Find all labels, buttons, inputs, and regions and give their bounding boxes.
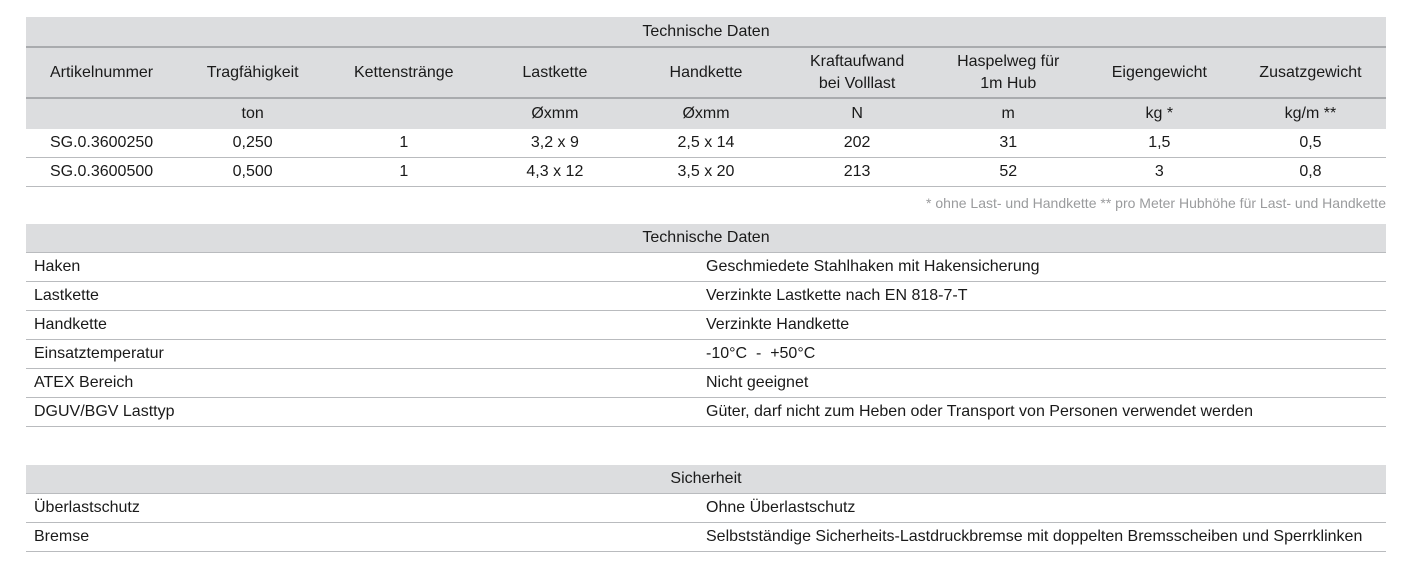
cell-artikelnummer: SG.0.3600500 xyxy=(26,158,177,187)
col-header-kettenstraenge: Kettenstränge xyxy=(328,47,479,98)
table-row xyxy=(26,494,1386,523)
table-row xyxy=(26,311,1386,340)
detail-value: -10°C - +50°C xyxy=(706,340,1386,369)
cell-zusatzgewicht: 0,5 xyxy=(1235,129,1386,158)
spec-table-title: Technische Daten xyxy=(26,17,1386,47)
col-header-zusatzgewicht: Zusatzgewicht xyxy=(1235,47,1386,98)
cell-handkette: 2,5 x 14 xyxy=(630,129,781,158)
cell-handkette: 3,5 x 20 xyxy=(630,158,781,187)
detail-value: Geschmiedete Stahlhaken mit Hakensicherung xyxy=(706,253,1386,282)
table-row xyxy=(26,282,1386,311)
details-table xyxy=(26,224,1386,427)
safety-key: Überlastschutz xyxy=(26,494,706,523)
spec-table xyxy=(26,17,1386,187)
cell-kettenstraenge: 1 xyxy=(328,158,479,187)
detail-key: Einsatztemperatur xyxy=(26,340,706,369)
detail-key: DGUV/BGV Lasttyp xyxy=(26,398,706,427)
table-row xyxy=(26,398,1386,427)
safety-table-title: Sicherheit xyxy=(26,465,1386,494)
footnote: * ohne Last- und Handkette ** pro Meter Hubhöhe für Last- und Handkette xyxy=(926,195,1386,211)
col-header-eigengewicht: Eigengewicht xyxy=(1084,47,1235,98)
table-row xyxy=(26,340,1386,369)
unit-cell: ton xyxy=(177,98,328,129)
table-row xyxy=(26,129,1386,158)
safety-table xyxy=(26,465,1386,552)
unit-cell: kg/m ** xyxy=(1235,98,1386,129)
table-row xyxy=(26,158,1386,187)
cell-artikelnummer: SG.0.3600250 xyxy=(26,129,177,158)
details-table-title: Technische Daten xyxy=(26,224,1386,253)
detail-key: ATEX Bereich xyxy=(26,369,706,398)
table-row xyxy=(26,253,1386,282)
col-header-kraftaufwand: Kraftaufwand bei Volllast xyxy=(782,47,933,98)
safety-value: Ohne Überlastschutz xyxy=(706,494,1386,523)
cell-lastkette: 3,2 x 9 xyxy=(479,129,630,158)
unit-cell: Øxmm xyxy=(630,98,781,129)
cell-eigengewicht: 1,5 xyxy=(1084,129,1235,158)
cell-tragfaehigkeit: 0,250 xyxy=(177,129,328,158)
detail-value: Güter, darf nicht zum Heben oder Transport von Personen verwendet werden xyxy=(706,398,1386,427)
unit-row xyxy=(26,98,1386,129)
unit-cell: kg * xyxy=(1084,98,1235,129)
col-header-artikelnummer: Artikelnummer xyxy=(26,47,177,98)
cell-tragfaehigkeit: 0,500 xyxy=(177,158,328,187)
detail-value: Verzinkte Lastkette nach EN 818-7-T xyxy=(706,282,1386,311)
cell-kraftaufwand: 202 xyxy=(782,129,933,158)
col-header-lastkette: Lastkette xyxy=(479,47,630,98)
cell-zusatzgewicht: 0,8 xyxy=(1235,158,1386,187)
column-header-row xyxy=(26,47,1386,98)
col-header-tragfaehigkeit: Tragfähigkeit xyxy=(177,47,328,98)
cell-eigengewicht: 3 xyxy=(1084,158,1235,187)
detail-value: Nicht geeignet xyxy=(706,369,1386,398)
safety-key: Bremse xyxy=(26,523,706,552)
cell-kraftaufwand: 213 xyxy=(782,158,933,187)
cell-lastkette: 4,3 x 12 xyxy=(479,158,630,187)
detail-key: Handkette xyxy=(26,311,706,340)
unit-cell: m xyxy=(933,98,1084,129)
col-header-handkette: Handkette xyxy=(630,47,781,98)
safety-value: Selbstständige Sicherheits-Lastdruckbremse mit doppelten Bremsscheiben und Sperrklinken xyxy=(706,523,1386,552)
cell-kettenstraenge: 1 xyxy=(328,129,479,158)
detail-value: Verzinkte Handkette xyxy=(706,311,1386,340)
detail-key: Haken xyxy=(26,253,706,282)
unit-cell xyxy=(26,98,177,129)
cell-haspelweg: 52 xyxy=(933,158,1084,187)
col-header-haspelweg: Haspelweg für 1m Hub xyxy=(933,47,1084,98)
table-row xyxy=(26,369,1386,398)
detail-key: Lastkette xyxy=(26,282,706,311)
table-row xyxy=(26,523,1386,552)
unit-cell xyxy=(328,98,479,129)
cell-haspelweg: 31 xyxy=(933,129,1084,158)
unit-cell: N xyxy=(782,98,933,129)
unit-cell: Øxmm xyxy=(479,98,630,129)
